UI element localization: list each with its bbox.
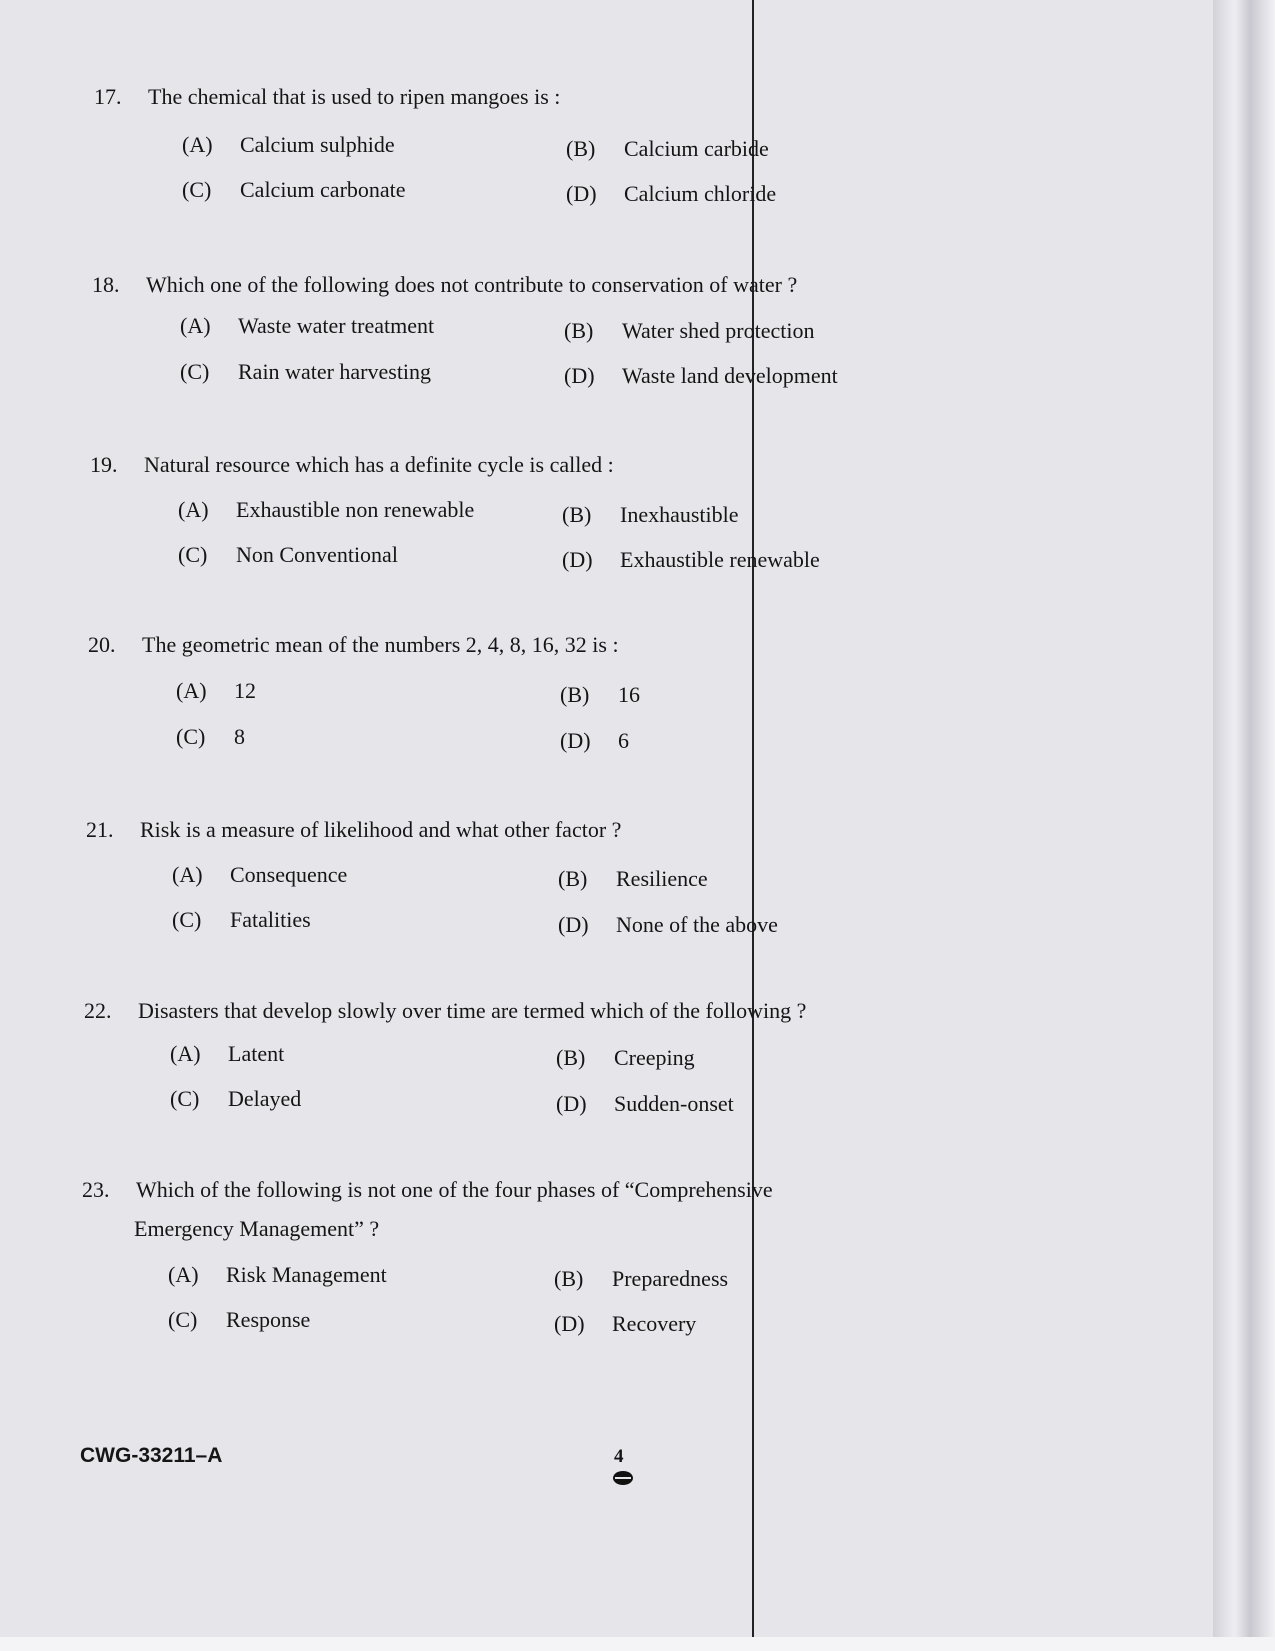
option-text: Recovery — [612, 1311, 697, 1336]
option-text: Delayed — [228, 1086, 302, 1111]
option-text: Calcium chloride — [624, 181, 777, 206]
option-text: Calcium sulphide — [240, 132, 395, 157]
question-number: 17. — [94, 84, 122, 109]
option-text: Consequence — [230, 862, 348, 887]
option-text: 16 — [618, 682, 640, 707]
option-letter: (C) — [170, 1086, 200, 1111]
option-letter: (D) — [554, 1311, 585, 1336]
option-text: Calcium carbide — [624, 136, 769, 161]
option-text: Non Conventional — [236, 542, 398, 567]
question-text: Natural resource which has a definite cycle is called : — [144, 452, 614, 477]
option-letter: (A) — [172, 862, 203, 887]
question-text: Disasters that develop slowly over time are termed which of the following ? — [138, 998, 807, 1023]
option-text: Sudden-onset — [614, 1091, 734, 1116]
question-number: 22. — [84, 998, 112, 1023]
question-number: 23. — [82, 1177, 110, 1202]
option-text: Inexhaustible — [620, 502, 739, 527]
option-letter: (A) — [180, 313, 211, 338]
question-text: The geometric mean of the numbers 2, 4, 8, 16, 32 is : — [142, 632, 619, 657]
bottom-edge — [0, 1637, 1275, 1651]
option-text: Waste water treatment — [238, 313, 435, 338]
option-letter: (A) — [168, 1262, 199, 1287]
option-letter: (C) — [180, 359, 210, 384]
option-letter: (B) — [560, 682, 590, 707]
option-letter: (B) — [556, 1045, 586, 1070]
option-text: Latent — [228, 1041, 285, 1066]
option-text: Water shed protection — [622, 318, 815, 343]
option-text: Exhaustible non renewable — [236, 497, 475, 522]
option-letter: (D) — [560, 728, 591, 753]
question-number: 18. — [92, 272, 120, 297]
option-text: Preparedness — [612, 1266, 729, 1291]
page-number: 4 — [614, 1446, 624, 1467]
option-letter: (D) — [562, 547, 593, 572]
question-text: Risk is a measure of likelihood and what other factor ? — [140, 817, 622, 842]
option-letter: (A) — [182, 132, 213, 157]
option-letter: (B) — [558, 866, 588, 891]
option-text: 8 — [234, 724, 245, 749]
question-number: 21. — [86, 817, 114, 842]
option-text: Response — [226, 1307, 311, 1332]
fold-line — [752, 0, 754, 1640]
option-letter: (B) — [564, 318, 594, 343]
option-text: Exhaustible renewable — [620, 547, 820, 572]
option-text: Waste land development — [622, 363, 838, 388]
option-letter: (B) — [562, 502, 592, 527]
option-text: 12 — [234, 678, 256, 703]
question-text: Emergency Management” ? — [134, 1216, 380, 1241]
option-letter: (A) — [176, 678, 207, 703]
question-number: 20. — [88, 632, 116, 657]
option-letter: (A) — [170, 1041, 201, 1066]
page-edge — [1213, 0, 1275, 1651]
option-letter: (D) — [566, 181, 597, 206]
option-letter: (A) — [178, 497, 209, 522]
question-text: Which of the following is not one of the four phases of “Comprehensive — [136, 1177, 773, 1202]
option-letter: (D) — [556, 1091, 587, 1116]
option-letter: (D) — [564, 363, 595, 388]
option-text: Creeping — [614, 1045, 695, 1070]
option-letter: (C) — [172, 907, 202, 932]
option-text: Rain water harvesting — [238, 359, 432, 384]
option-letter: (B) — [554, 1266, 584, 1291]
option-text: 6 — [618, 728, 629, 753]
question-number: 19. — [90, 452, 118, 477]
option-letter: (C) — [168, 1307, 198, 1332]
question-text: Which one of the following does not contribute to conservation of water ? — [146, 272, 798, 297]
page-mark-icon — [613, 1471, 633, 1485]
option-text: Risk Management — [226, 1262, 387, 1287]
booklet-code: CWG-33211–A — [80, 1444, 223, 1467]
option-text: Fatalities — [230, 907, 311, 932]
option-text: None of the above — [616, 912, 778, 937]
option-letter: (C) — [176, 724, 206, 749]
option-letter: (B) — [566, 136, 596, 161]
option-text: Calcium carbonate — [240, 177, 406, 202]
question-text: The chemical that is used to ripen mangoes is : — [148, 84, 561, 109]
option-text: Resilience — [616, 866, 708, 891]
option-letter: (C) — [182, 177, 212, 202]
option-letter: (D) — [558, 912, 589, 937]
option-letter: (C) — [178, 542, 208, 567]
